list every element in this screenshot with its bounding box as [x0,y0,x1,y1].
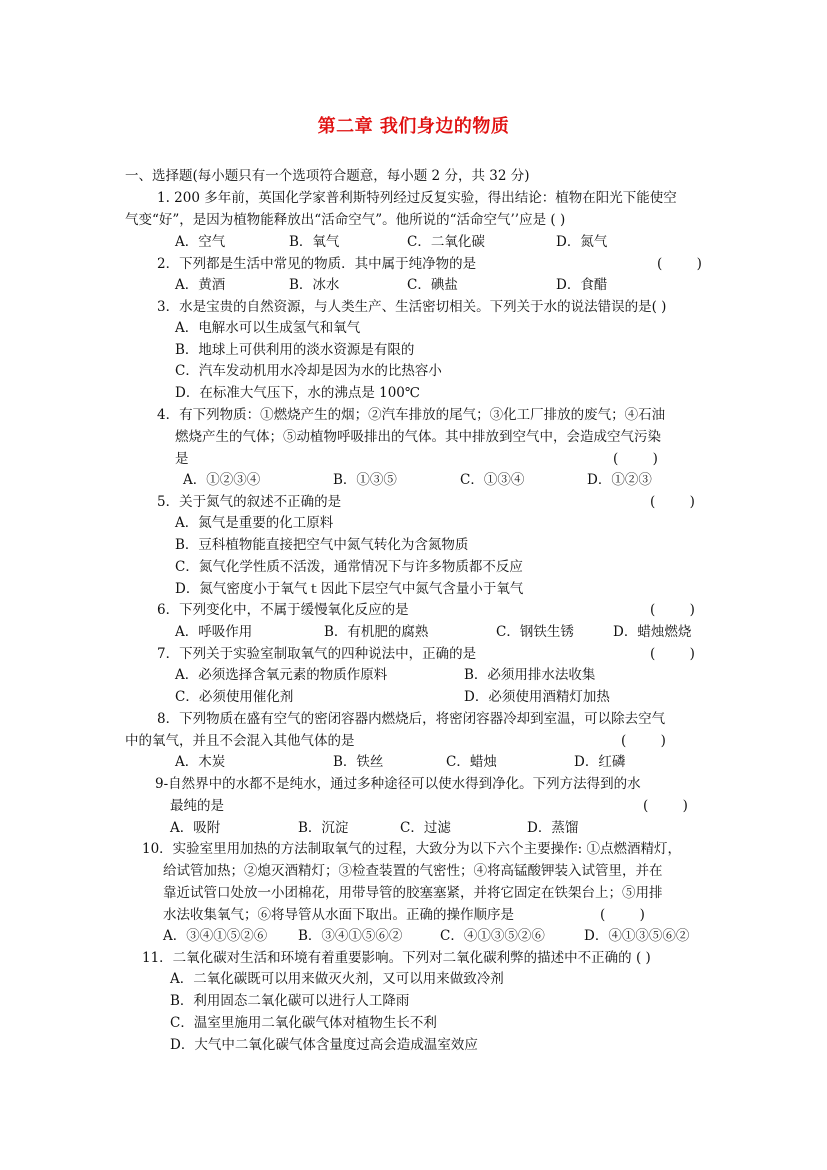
q10-option-d: D．④①③⑤⑥② [584,928,690,944]
q4-line2: 燃烧产生的气体；⑤动植物呼吸排出的气体。其中排放到空气中，会造成空气污染 [175,429,661,445]
q4-option-c: C．①③④ [460,472,525,488]
q4-answer-bracket: ( ) [613,451,658,467]
q6-answer-bracket: ( ) [650,602,695,618]
q10-answer-bracket: ( ) [600,907,645,923]
q4-option-d: D．①②③ [587,472,652,488]
q5-option-d: D．氮气密度小于氧气ｔ因此下层空气中氮气含量小于氧气 [175,581,524,597]
q2-option-a: A．黄酒 [175,277,226,293]
q2-line1: 2．下列都是生活中常见的物质．其中属于纯净物的是 [157,256,477,272]
q5-option-a: A．氮气是重要的化工原料 [175,515,334,531]
q7-answer-bracket: ( ) [650,646,695,662]
q2-option-b: B．冰水 [289,277,340,293]
q11-option-b: B．利用固态二氧化碳可以进行人工降雨 [170,993,410,1009]
q3-option-c: C．汽车发动机用水冷却是因为水的比热容小 [175,363,442,379]
q9-line1: 9-自然界中的水都不是纯水，通过多种途径可以使水得到净化。下列方法得到的水 [155,776,641,792]
section-heading: 一、选择题(每小题只有一个选项符合题意，每小题 2 分，共 32 分) [125,168,530,184]
q10-option-b: B．③④①⑤⑥② [298,928,403,944]
q9-line2: 最纯的是 [170,798,224,814]
q10-option-a: A．③④①⑤②⑥ [163,928,268,944]
q8-option-a: A．木炭 [175,754,226,770]
q1-option-b: B．氧气 [289,234,340,250]
q5-option-b: B．豆科植物能直接把空气中氮气转化为含氮物质 [175,537,469,553]
q7-option-d: D．必须使用酒精灯加热 [464,689,610,705]
q3-option-b: B．地球上可供利用的淡水资源是有限的 [175,342,415,358]
q6-line1: 6．下列变化中，不属于缓慢氧化反应的是 [157,602,409,618]
q8-option-b: B．铁丝 [333,754,384,770]
q1-option-d: D．氮气 [556,234,608,250]
q9-option-d: D．蒸馏 [527,820,579,836]
q9-option-c: C．过滤 [400,820,451,836]
q1-line1: 1. 200 多年前，英国化学家普利斯特列经过反复实验，得出结论：植物在阳光下能使空 [157,190,677,206]
q7-option-b: B．必须用排水法收集 [464,667,596,683]
q8-answer-bracket: ( ) [621,733,666,749]
q4-option-a: A．①②③④ [183,472,261,488]
q3-line1: 3．水是宝贵的自然资源，与人类生产、生活密切相关。下列关于水的说法错误的是( ) [157,299,667,315]
q10-line3: 靠近试管口处放一小团棉花，用带导管的胶塞塞紧，并将它固定在铁架台上；⑤用排 [163,885,663,901]
q8-line2: 中的氧气，并且不会混入其他气体的是 [125,733,355,749]
q11-option-a: A．二氧化碳既可以用来做灭火剂，又可以用来做致冷剂 [170,971,504,987]
q1-option-a: A．空气 [175,234,226,250]
q8-line1: 8．下列物质在盛有空气的密闭容器内燃烧后，将密闭容器冷却到室温，可以除去空气 [157,711,666,727]
q6-option-d: D．蜡烛燃烧 [613,624,692,640]
q2-answer-bracket: ( ) [657,256,702,272]
q5-option-c: C．氮气化学性质不活泼，通常情况下与许多物质都不反应 [175,559,523,575]
q8-option-c: C．蜡烛 [446,754,497,770]
q1-option-c: C．二氧化碳 [407,234,485,250]
q6-option-b: B．有机肥的腐熟 [324,624,429,640]
q1-line2: 气变“好”，是因为植物能释放出“活命空气”。他所说的“活命空气’’应是 ( ) [125,212,566,228]
q10-line2: 给试管加热；②熄灭酒精灯；③检查装置的气密性；④将高锰酸钾装入试管里，并在 [163,863,663,879]
q10-line4: 水法收集氧气；⑥将导管从水面下取出。正确的操作顺序是 [163,907,514,923]
q7-line1: 7．下列关于实验室制取氧气的四种说法中，正确的是 [157,646,477,662]
q4-line3: 是 [175,451,189,467]
q8-option-d: D．红磷 [574,754,626,770]
q5-answer-bracket: ( ) [650,494,695,510]
q11-option-c: C．温室里施用二氧化碳气体对植物生长不利 [170,1015,437,1031]
q6-option-c: C．钢铁生锈 [496,624,574,640]
q2-option-d: D．食醋 [556,277,608,293]
q10-option-c: C．④①③⑤②⑥ [440,928,545,944]
q3-option-a: A．电解水可以生成氢气和氧气 [175,320,361,336]
q9-option-a: A．吸附 [170,820,221,836]
q5-line1: 5．关于氮气的叙述不正确的是 [157,494,342,510]
page-title: 第二章 我们身边的物质 [317,116,510,137]
q6-option-a: A．呼吸作用 [175,624,253,640]
q11-line1: 11．二氧化碳对生活和环境有着重要影响。下列对二氧化碳利弊的描述中不正确的 ( ) [142,950,651,966]
q4-line1: 4．有下列物质：①燃烧产生的烟；②汽车排放的尾气；③化工厂排放的废气；④石油 [157,407,666,423]
q11-option-d: D．大气中二氧化碳气体含量度过高会造成温室效应 [170,1037,478,1053]
q9-answer-bracket: ( ) [643,798,688,814]
q10-line1: 10．实验室里用加热的方法制取氧气的过程，大致分为以下六个主要操作: ①点燃酒精灯， [142,841,682,857]
q7-option-a: A．必须选择含氧元素的物质作原料 [175,667,388,683]
q2-option-c: C．碘盐 [407,277,458,293]
q4-option-b: B．①③⑤ [333,472,397,488]
q9-option-b: B．沉淀 [298,820,349,836]
q3-option-d: D．在标准大气压下，水的沸点是 100℃ [175,385,420,401]
q7-option-c: C．必须使用催化剂 [175,689,294,705]
